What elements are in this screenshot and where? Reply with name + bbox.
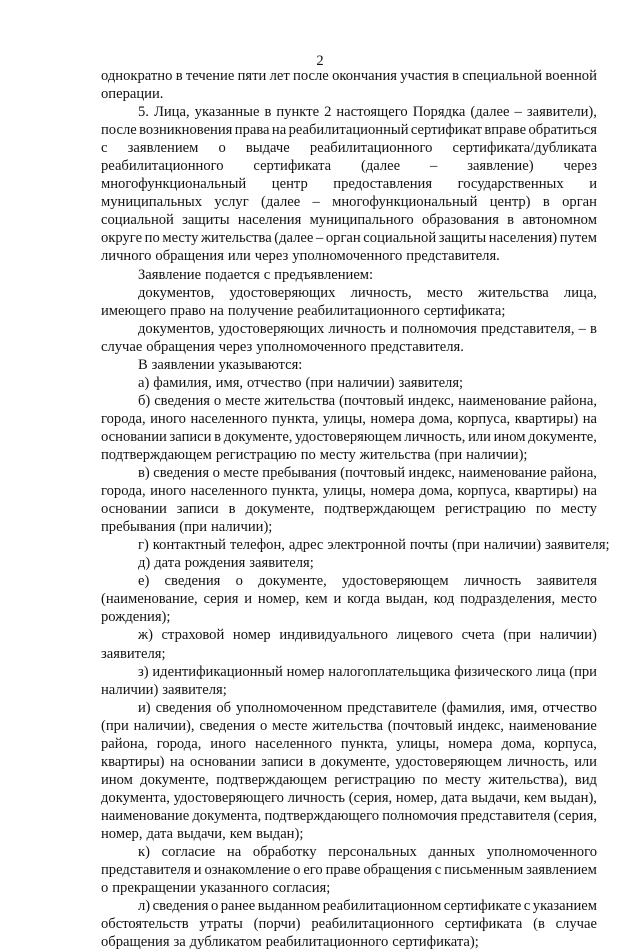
text-line: многофункциональный центр предоставления государственных и <box>101 176 597 193</box>
text-line: рождения); <box>101 609 171 626</box>
text-line: В заявлении указываются: <box>138 356 303 373</box>
text-line: социальной защиты населения муниципального образования в автономном <box>101 212 597 229</box>
paragraph <box>101 374 597 392</box>
text-line: в) сведения о месте пребывания (почтовый индекс, наименование района, <box>138 465 597 482</box>
paragraph <box>101 699 597 843</box>
text-line: номер, дата выдачи, кем выдан); <box>101 825 304 842</box>
paragraph <box>101 320 597 356</box>
text-line: округе по месту жительства (далее – орган социальной защиты населения) путем <box>101 230 597 247</box>
text-line: города, иного населенного пункта, улицы, номера дома, корпуса, квартиры) на <box>101 410 597 427</box>
text-line: муниципальных услуг (далее – многофункциональный центр) в орган <box>101 194 597 211</box>
text-line: обстоятельств утраты (порчи) реабилитационного сертификата (в случае <box>101 916 597 933</box>
text-line: случае обращения через уполномоченного представителя. <box>101 338 464 355</box>
text-line: подтверждающем регистрацию по месту жительства (при наличии); <box>101 446 528 463</box>
text-line: основании записи в документе, подтверждающем регистрацию по месту <box>101 501 597 518</box>
text-line: (наименование, серия и номер, кем и когда выдан, код подразделения, место <box>101 591 597 608</box>
paragraph <box>101 464 597 536</box>
paragraph <box>101 572 597 626</box>
text-line: е) сведения о документе, удостоверяющем личность заявителя <box>138 573 597 590</box>
paragraph <box>101 67 597 103</box>
text-line: обращения за дубликатом реабилитационного сертификата); <box>101 934 479 951</box>
text-line: документа, удостоверяющего личность (серия, номер, дата выдачи, кем выдан), <box>101 789 597 806</box>
paragraph <box>101 554 597 572</box>
text-line: после возникновения права на реабилитационный сертификат вправе обратиться <box>101 122 597 139</box>
text-line: однократно в течение пяти лет после окончания участия в специальной военной <box>101 68 597 84</box>
text-line: документов, удостоверяющих личность, место жительства лица, <box>138 284 597 301</box>
text-line: (при наличии), сведения о месте жительства (почтовый индекс, наименование <box>101 717 597 734</box>
text-line: с заявлением о выдаче реабилитационного сертификата/дубликата <box>101 140 597 157</box>
text-line: основании записи в документе, удостоверяющем личность, или ином документе, <box>101 428 597 445</box>
text-line: л) сведения о ранее выданном реабилитационном сертификате с указанием <box>138 898 597 915</box>
text-line: г) контактный телефон, адрес электронной почты (при наличии) заявителя; <box>138 537 610 554</box>
paragraph <box>101 536 610 554</box>
text-line: Заявление подается с предъявлением: <box>138 266 374 283</box>
paragraph <box>101 392 597 464</box>
text-line: б) сведения о месте жительства (почтовый индекс, наименование района, <box>138 392 597 409</box>
text-line: наименование документа, подтверждающего полномочия представителя (серия, <box>101 807 597 824</box>
paragraph <box>101 103 597 265</box>
text-line: 5. Лица, указанные в пункте 2 настоящего Порядка (далее – заявители), <box>138 104 597 121</box>
paragraph <box>101 266 597 284</box>
paragraph <box>101 843 597 897</box>
text-line: пребывания (при наличии); <box>101 519 273 536</box>
text-line: имеющего право на получение реабилитационного сертификата; <box>101 302 506 319</box>
text-line: района, города, иного населенного пункта, улицы, номера дома, корпуса, <box>101 735 597 752</box>
text-line: операции. <box>101 86 164 103</box>
paragraph <box>101 356 597 374</box>
text-line: города, иного населенного пункта, улицы, номера дома, корпуса, квартиры) на <box>101 483 597 500</box>
text-line: к) согласие на обработку персональных данных уполномоченного <box>138 844 597 861</box>
page-number: 2 <box>316 53 324 69</box>
paragraph <box>101 284 597 320</box>
text-line: и) сведения об уполномоченном представителе (фамилия, имя, отчество <box>138 699 597 716</box>
text-line: наличии) заявителя; <box>101 681 227 698</box>
text-line: заявителя; <box>101 645 166 662</box>
text-line: о прекращении указанного согласия; <box>101 880 331 897</box>
text-line: представителя и ознакомление о его праве обращения с письменным заявлением <box>101 862 597 879</box>
text-line: ином документе, подтверждающем регистрацию по месту жительства), вид <box>101 771 597 788</box>
text-line: реабилитационного сертификата (далее – заявление) через <box>101 158 597 175</box>
text-line: ж) страховой номер индивидуального лицевого счета (при наличии) <box>138 627 597 644</box>
paragraph <box>101 663 597 699</box>
text-line: документов, удостоверяющих личность и полномочия представителя, – в <box>138 320 597 337</box>
paragraph <box>101 897 597 951</box>
text-line: личного обращения или через уполномоченного представителя. <box>101 248 500 265</box>
text-line: а) фамилия, имя, отчество (при наличии) заявителя; <box>138 374 464 391</box>
document-body <box>101 67 610 951</box>
text-line: квартиры) на основании записи в документе, удостоверяющем личность, или <box>101 753 597 770</box>
text-line: з) идентификационный номер налогоплательщика физического лица (при <box>138 663 597 680</box>
text-line: д) дата рождения заявителя; <box>138 555 314 572</box>
paragraph <box>101 626 597 662</box>
